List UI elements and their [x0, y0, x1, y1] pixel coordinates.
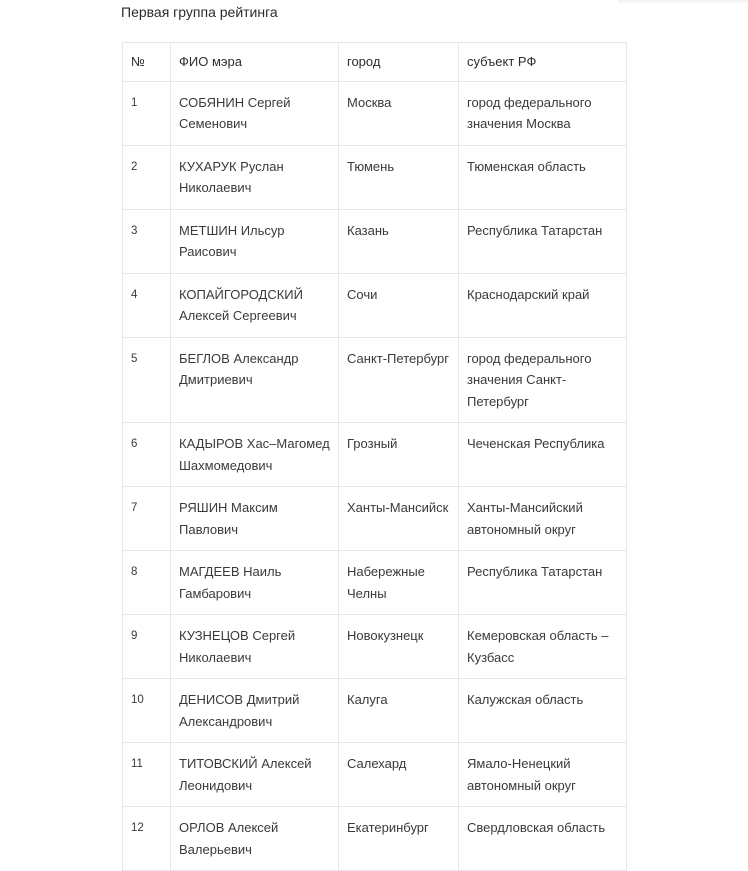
cell-region: Республика Татарстан — [459, 551, 627, 615]
cell-number: 1 — [123, 81, 171, 145]
table-row — [123, 423, 627, 487]
cell-mayor-name: МЕТШИН Ильсур Раисович — [171, 209, 339, 273]
table-row — [123, 145, 627, 209]
table-header-row — [123, 43, 627, 82]
column-header-number: № — [123, 43, 171, 82]
cell-mayor-name: ДЕНИСОВ Дмитрий Александрович — [171, 679, 339, 743]
cell-mayor-name: КАДЫРОВ Хас–Магомед Шахмомедович — [171, 423, 339, 487]
cell-number: 11 — [123, 743, 171, 807]
table-row — [123, 551, 627, 615]
top-edge-shadow — [618, 0, 748, 4]
column-header-city: город — [339, 43, 459, 82]
cell-number: 5 — [123, 337, 171, 423]
cell-region: Тюменская область — [459, 145, 627, 209]
cell-mayor-name: ОРЛОВ Алексей Валерьевич — [171, 807, 339, 871]
cell-region: Чеченская Республика — [459, 423, 627, 487]
cell-mayor-name: КОПАЙГОРОДСКИЙ Алексей Сергеевич — [171, 273, 339, 337]
cell-number: 10 — [123, 679, 171, 743]
cell-number: 4 — [123, 273, 171, 337]
cell-city: Грозный — [339, 423, 459, 487]
cell-mayor-name: МАГДЕЕВ Наиль Гамбарович — [171, 551, 339, 615]
cell-region: город федерального значения Санкт-Петербург — [459, 337, 627, 423]
table-row — [123, 615, 627, 679]
table-row — [123, 679, 627, 743]
cell-city: Сочи — [339, 273, 459, 337]
cell-number: 3 — [123, 209, 171, 273]
cell-city: Тюмень — [339, 145, 459, 209]
mayors-rating-table — [122, 42, 627, 871]
cell-region: Краснодарский край — [459, 273, 627, 337]
cell-number: 7 — [123, 487, 171, 551]
cell-city: Москва — [339, 81, 459, 145]
cell-region: Калужская область — [459, 679, 627, 743]
cell-number: 6 — [123, 423, 171, 487]
cell-city: Салехард — [339, 743, 459, 807]
cell-region: город федерального значения Москва — [459, 81, 627, 145]
cell-number: 12 — [123, 807, 171, 871]
cell-region: Республика Татарстан — [459, 209, 627, 273]
table-row — [123, 337, 627, 423]
table-row — [123, 487, 627, 551]
cell-region: Свердловская область — [459, 807, 627, 871]
cell-city: Ханты-Мансийск — [339, 487, 459, 551]
cell-mayor-name: РЯШИН Максим Павлович — [171, 487, 339, 551]
cell-region: Ямало-Ненецкий автономный округ — [459, 743, 627, 807]
cell-city: Новокузнецк — [339, 615, 459, 679]
cell-city: Екатеринбург — [339, 807, 459, 871]
table-row — [123, 209, 627, 273]
table-row — [123, 273, 627, 337]
cell-mayor-name: КУХАРУК Руслан Николаевич — [171, 145, 339, 209]
table-row — [123, 743, 627, 807]
cell-number: 8 — [123, 551, 171, 615]
cell-mayor-name: КУЗНЕЦОВ Сергей Николаевич — [171, 615, 339, 679]
cell-number: 2 — [123, 145, 171, 209]
cell-city: Калуга — [339, 679, 459, 743]
section-heading: Первая группа рейтинга — [121, 4, 278, 20]
cell-region: Ханты-Мансийский автономный округ — [459, 487, 627, 551]
cell-city: Набережные Челны — [339, 551, 459, 615]
table-row — [123, 807, 627, 871]
cell-city: Казань — [339, 209, 459, 273]
cell-region: Кемеровская область – Кузбасс — [459, 615, 627, 679]
cell-number: 9 — [123, 615, 171, 679]
table-row — [123, 81, 627, 145]
column-header-region: субъект РФ — [459, 43, 627, 82]
cell-city: Санкт-Петербург — [339, 337, 459, 423]
cell-mayor-name: ТИТОВСКИЙ Алексей Леонидович — [171, 743, 339, 807]
cell-mayor-name: СОБЯНИН Сергей Семенович — [171, 81, 339, 145]
cell-mayor-name: БЕГЛОВ Александр Дмитриевич — [171, 337, 339, 423]
column-header-mayor-name: ФИО мэра — [171, 43, 339, 82]
